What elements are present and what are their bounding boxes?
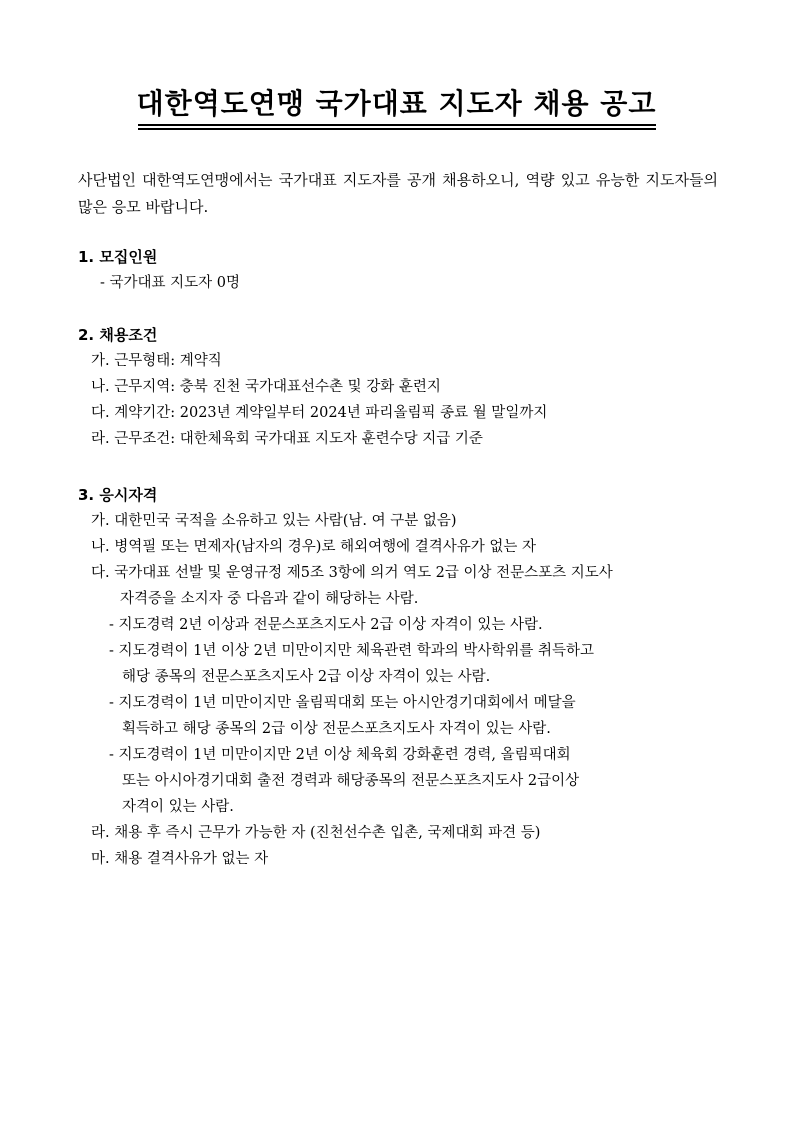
section-recruitment-count — [78, 244, 738, 296]
sub-list-item: - 지도경력이 1년 이상 2년 미만이지만 체육관련 학과의 박사학위를 취득하고 — [109, 643, 595, 659]
section-heading: 1. 모집인원 — [78, 248, 158, 266]
sub-list-item-continuation: 획득하고 해당 종목의 2급 이상 전문스포츠지도사 자격이 있는 사람. — [122, 721, 551, 737]
list-item: 다. 국가대표 선발 및 운영규정 제5조 3항에 의거 역도 2급 이상 전문스포츠 지도사 — [91, 565, 613, 581]
list-item: 마. 채용 결격사유가 없는 자 — [91, 851, 269, 867]
section-heading: 2. 채용조건 — [78, 326, 158, 344]
list-item: 나. 병역필 또는 면제자(남자의 경우)로 해외여행에 결격사유가 없는 자 — [91, 539, 536, 555]
sub-list-item-continuation: 자격이 있는 사람. — [122, 799, 234, 815]
sub-list-item-continuation: 해당 종목의 전문스포츠지도사 2급 이상 자격이 있는 사람. — [122, 669, 491, 685]
sub-list-item: - 지도경력이 1년 미만이지만 2년 이상 체육회 강화훈련 경력, 올림픽대회 — [109, 747, 571, 763]
section-employment-conditions — [78, 322, 738, 452]
list-item: 가. 근무형태: 계약직 — [91, 353, 222, 369]
list-item: 다. 계약기간: 2023년 계약일부터 2024년 파리올림픽 종료 월 말일까지 — [91, 405, 548, 421]
title-underline — [138, 124, 656, 126]
page-title: 대한역도연맹 국가대표 지도자 채용 공고 — [136, 87, 657, 120]
list-item: 라. 채용 후 즉시 근무가 가능한 자 (진천선수촌 입촌, 국제대회 파견 등) — [91, 825, 541, 841]
list-item: 라. 근무조건: 대한체육회 국가대표 지도자 훈련수당 지급 기준 — [91, 431, 483, 447]
list-item-continuation: 자격증을 소지자 중 다음과 같이 해당하는 사람. — [120, 591, 419, 607]
sub-list-item: - 지도경력 2년 이상과 전문스포츠지도사 2급 이상 자격이 있는 사람. — [109, 617, 543, 633]
list-item: 가. 대한민국 국적을 소유하고 있는 사람(남. 여 구분 없음) — [91, 513, 457, 529]
sub-list-item-continuation: 또는 아시아경기대회 출전 경력과 해당종목의 전문스포츠지도사 2급이상 — [122, 773, 580, 789]
title-underline-double — [138, 128, 656, 130]
intro-paragraph: 사단법인 대한역도연맹에서는 국가대표 지도자를 공개 채용하오니, 역량 있고 유능한 지도자들의 많은 응모 바랍니다. — [78, 171, 718, 216]
section-heading: 3. 응시자격 — [78, 486, 158, 504]
list-item: - 국가대표 지도자 0명 — [100, 275, 241, 291]
sub-list-item: - 지도경력이 1년 미만이지만 올림픽대회 또는 아시안경기대회에서 메달을 — [109, 695, 576, 711]
section-qualifications — [78, 482, 738, 872]
list-item: 나. 근무지역: 충북 진천 국가대표선수촌 및 강화 훈련지 — [91, 379, 441, 395]
